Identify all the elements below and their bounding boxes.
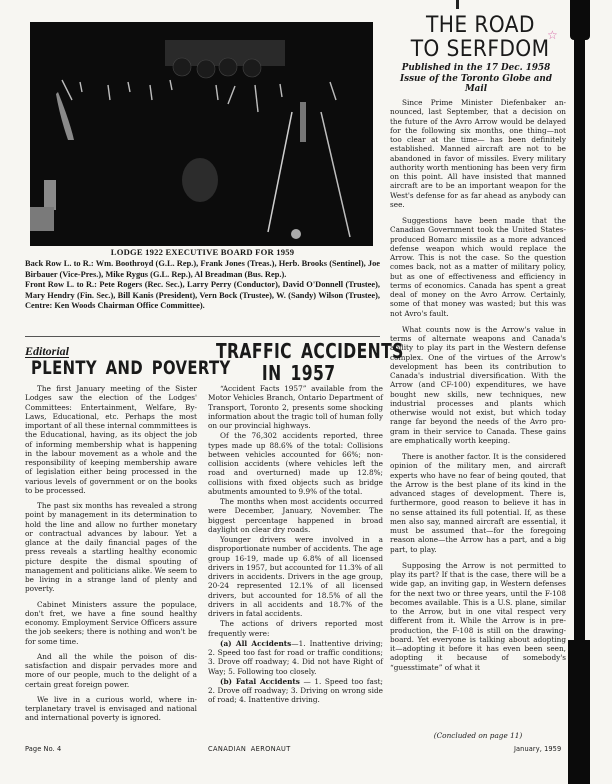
list-item-text: — 1. Speed too fast; 2. Drove off roadway; 3. Driving on wrong side of road; 4. Inattentive driving. — [208, 676, 383, 705]
scan-speck — [456, 0, 459, 9]
photo-caption — [25, 259, 380, 312]
traffic-headline-line1: TRAFFIC ACCIDENTS — [216, 339, 404, 363]
list-item-label: (a) All Accidents — [220, 638, 292, 648]
caption-back-row: Back Row L. to R.: Wm. Boothroyd (G.L. Rep.), Frank Jones (Treas.), Herb. Brooks (Sentinel), Joe Birbauer (Vice-Pres.), Mike Rygus (G.L. Rep.), Al Breadman (Bus. Rep.). — [25, 259, 380, 279]
binding-shadow-bottom — [568, 640, 590, 784]
article-paragraph: And all the while the poison of dissatisfaction and dispair pervades more and more of our people, much to the delight of a certain great foreign power. — [25, 651, 197, 689]
list-item — [208, 639, 383, 676]
article-paragraph: Suggestions have been made that the Canadian Government took the United States-produced Bomarc missile as a more advanced defense weapon which would replace the Arrow. This is not the case. So the question comes back, not as a matter of military policy, but as one of effectiveness and efficiency in terms of economics. Canada has spent a great deal of money on the Avro Arrow. Certainly, some of that money was wasted; but this was not Avro's fault. — [390, 216, 566, 318]
editorial-label: Editorial — [25, 344, 70, 358]
list-item-label: (b) Fatal Accidents — [220, 676, 300, 686]
editorial-article — [25, 384, 197, 729]
article-paragraph: Of the 76,302 accidents reported, three types made up 88.6% of the total: Collisions between vehicles accounted for 66%; non-collision accidents (where vehicles left the road and overturned) made up 12.8%; collisions with fixed objects such as bridge abutments amounted to 9.9% of the total. — [208, 431, 383, 496]
article-paragraph: There is another factor. It is the considered opinion of the military men, and aircraft experts who have no fear of being qouted, that the Arrow is the best plane of its kind in the advanced stages of development. There is, furthermore, good reason to believe it has in no sense attained its full potential. If, as these men also say, manned aircraft are essential, it must be assumed that—for the foregoing reason alone—the Arrow has a part, and a big part, to play. — [390, 452, 566, 554]
pen-star-mark-icon: ☆ — [547, 28, 558, 42]
serfdom-article — [390, 98, 566, 672]
list-item-text: —1. Inattentive driving; 2. Speed too fast for road or traffic conditions; 3. Drove off roadway; 4. Did not have Right of Way; 5. Following too closely. — [208, 638, 383, 676]
serfdom-headline-line1: THE ROAD — [425, 12, 535, 38]
article-paragraph: “Accident Facts 1957” available from the Motor Vehicles Branch, Ontario Department of Transport, Toronto 2, presents some shocking information about the tragic toll of human folly on our provincial highways. — [208, 384, 383, 430]
group-photo-image — [30, 22, 373, 246]
article-paragraph: Supposing the Arrow is not permitted to play its part? If that is the case, there will be a wide gap, an inviting gap, in Western defenses for the next two or three years, until the F-108 becomes available. This is a U.S. plane, similar to the Arrow, but in one vital respect very different from it. While the Arrow is in pre-production, the F-108 is still on the drawing-board. Yet everyone is talking about adopting it—adopting it before it has even been seen, adopting it because of somebody's “guesstimate” of what it — [390, 560, 566, 672]
continued-note: (Concluded on page 11) — [433, 731, 523, 740]
serfdom-headline-line2: TO SERFDOM — [410, 36, 550, 62]
article-paragraph: The months when most accidents occurred were December, January, November. The biggest percentage happened in broad daylight on clear dry roads. — [208, 497, 383, 534]
article-paragraph: What counts now is the Arrow's value in terms of alternate weapons and Canada's ability to play its part in the Western defense complex. One of the virtues of the Arrow's development has been its contribution to Canada's industrial diversification. With the Arrow (and CF-100) expenditures, we have bought new skills, new techniques, new industrial processes and plants which otherwise would not exist, but which today range far beyond the needs of the Avro program in their service to Canada. These gains are emphatically worth keeping. — [390, 324, 566, 445]
article-paragraph: Since Prime Minister Diefenbaker announced, last September, that a decision on the future of the Avro Arrow would be delayed for the following six months, one thing—not too clear at the time— has been definitely established. Manned aircraft are not to be abandoned in favor of missiles. Every military authority worth mentioning has been very firm on this point. All have insisted that manned aircraft are to be an important weapon for the West's defense for as far ahead as anybody can see. — [390, 98, 566, 209]
traffic-article — [208, 384, 383, 706]
article-paragraph: The first January meeting of the Sister Lodges saw the election of the Lodges' Committees: Entertainment, Welfare, By-Laws, Educational, etc. Perhaps the most important of all these internal commmittees is the Educational, having, as its object the job of informing membership what is happening in the labour movement as a whole and the responsibility of keeping membership aware of legislation either being processed in the various levels of government or on the books to be processed. — [25, 384, 197, 495]
article-paragraph: The actions of drivers reported most frequently were: — [208, 619, 383, 638]
binding-shadow-top — [570, 0, 590, 40]
serfdom-subtitle: Published in the 17 Dec. 1958 Issue of the Toronto Globe and Mail — [400, 63, 552, 94]
article-paragraph: Cabinet Ministers assure the populace, don't fret, we have a fine sound healthy economy. Employment Service Officers assure the job seekers; there is nothing and won't be for some time. — [25, 599, 197, 646]
list-item — [208, 677, 383, 705]
page-number: Page No. 4 — [25, 745, 62, 753]
article-paragraph: The past six months has revealed a strong point by management in its determination to hold the line and allow no further monetary or contractual advances by labour. Yet a glance at the daily financial pages of the press reveals a startling healthy economic picture despite the dismal spouting of management and politicians alike. We seem to be living in a strange land of plenty and poverty. — [25, 501, 197, 594]
issue-date: January, 1959 — [514, 745, 562, 753]
article-paragraph: Younger drivers were involved in a disproportionate number of accidents. The age group 16-19, made up 6.8% of all licensed drivers in 1957, but accounted for 11.3% of all drivers in accidents. Drivers in the age group, 20-24 represented 12.1% of all licensed drivers, but accounted for 18.5% of all the drivers in all accidents and 18.7% of the drivers in fatal accidents. — [208, 535, 383, 618]
photo-caption-title: LODGE 1922 EXECUTIVE BOARD FOR 1959 — [110, 247, 295, 257]
traffic-headline — [216, 339, 404, 385]
caption-front-row: Front Row L. to R.: Pete Rogers (Rec. Sec.), Larry Perry (Conductor), David O'Donnell (Trustee), Mary Hendry (Fin. Sec.), Bill Kanis (President), Vern Bock (Trustee), W. (Sandy) Wilson (Trustee), Centre: Ken Woods Chairman Office Committee). — [25, 280, 380, 311]
section-divider — [25, 336, 380, 337]
traffic-headline-line2: IN 1957 — [261, 361, 336, 385]
article-paragraph: We live in a curious world, where interplanetary travel is envisaged and national and international poverty is ignored. — [25, 694, 197, 723]
publication-name: CANADIAN AERONAUT — [208, 745, 291, 753]
board-photo — [30, 22, 373, 246]
editorial-headline: PLENTY AND POVERTY — [31, 357, 231, 379]
